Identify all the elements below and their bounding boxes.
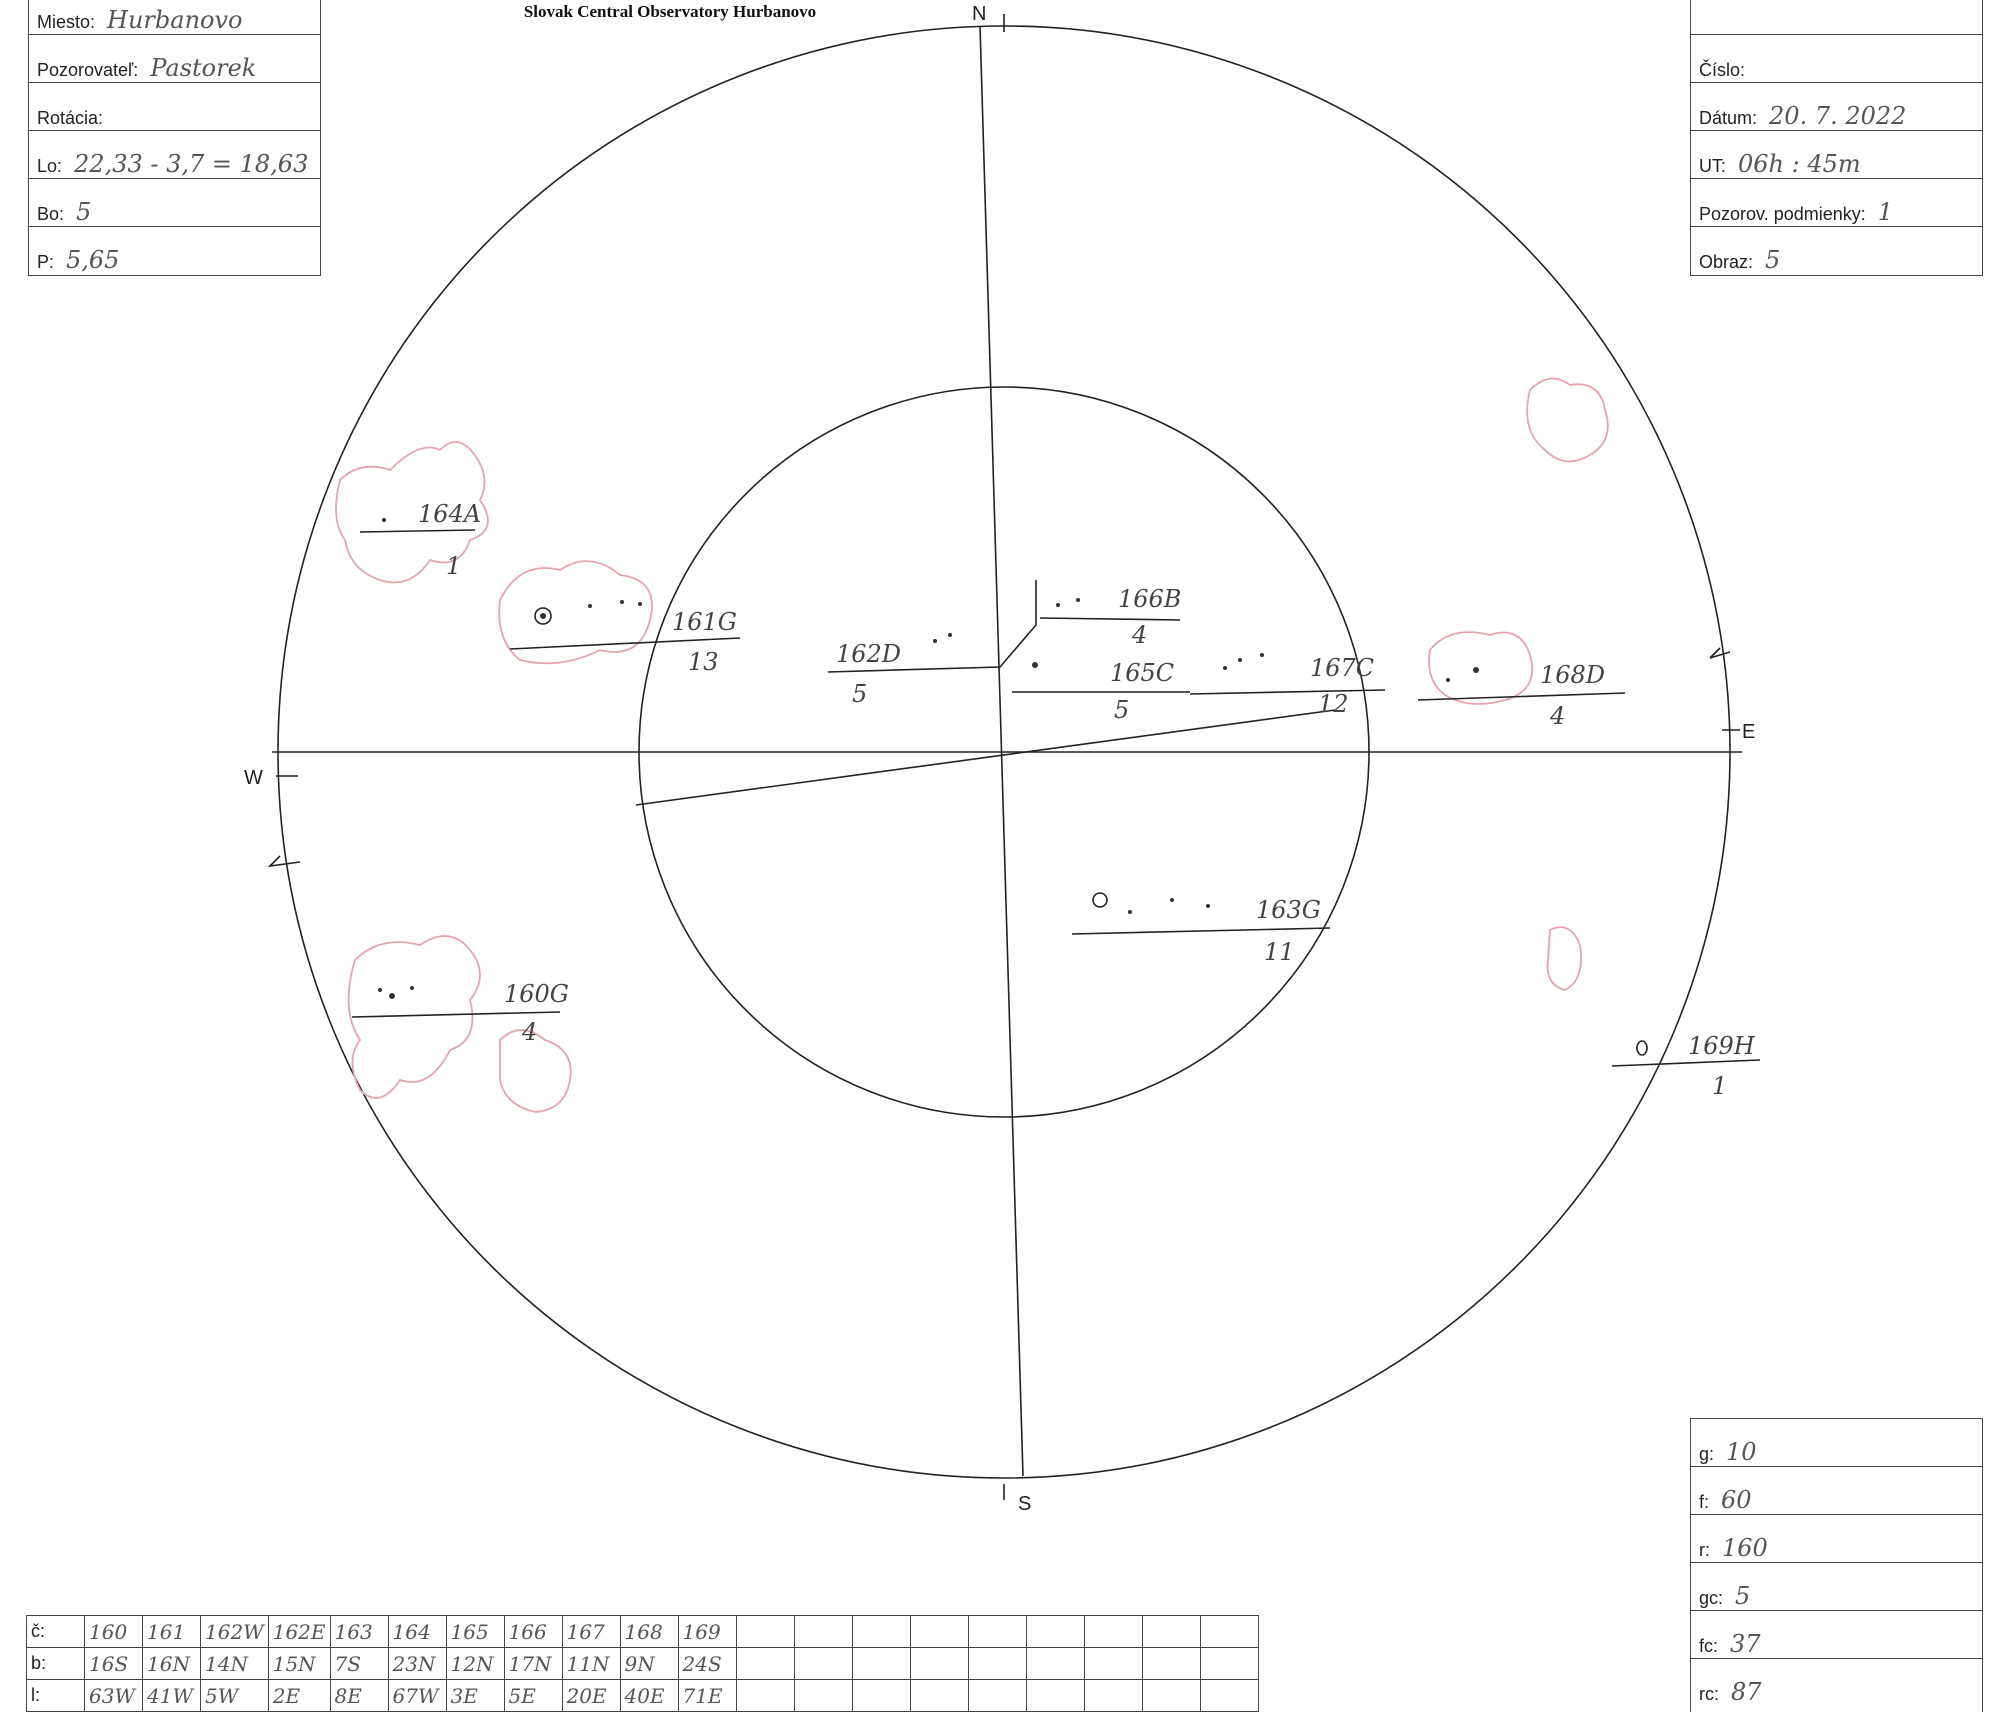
date-label: Dátum: bbox=[1699, 108, 1758, 128]
group-169-line bbox=[1612, 1060, 1760, 1066]
table-cell: 20E bbox=[562, 1680, 620, 1712]
table-cell bbox=[794, 1616, 852, 1648]
group-168-count: 4 bbox=[1550, 702, 1566, 730]
group-166-count: 4 bbox=[1132, 621, 1148, 649]
conditions-value: 1 bbox=[1877, 198, 1894, 226]
north-south-axis bbox=[980, 26, 1023, 1476]
group-163-id: 163G bbox=[1256, 896, 1321, 924]
bo-value: 5 bbox=[76, 198, 92, 226]
table-cell bbox=[736, 1648, 794, 1680]
rotation-label: Rotácia: bbox=[37, 108, 104, 128]
group-167-id: 167C bbox=[1310, 654, 1375, 682]
table-cell bbox=[1142, 1680, 1200, 1712]
f-label: f: bbox=[1699, 1492, 1710, 1512]
spot-163-b bbox=[1170, 898, 1174, 902]
facula-region-169 bbox=[1548, 927, 1581, 990]
group-160-count: 4 bbox=[522, 1018, 538, 1046]
spot-169 bbox=[1637, 1041, 1647, 1055]
east-label: E bbox=[1742, 721, 1756, 743]
spot-166-b bbox=[1076, 598, 1080, 602]
table-cell: 7S bbox=[330, 1648, 388, 1680]
table-cell bbox=[794, 1648, 852, 1680]
table-cell: 164 bbox=[388, 1616, 446, 1648]
table-cell: 11N bbox=[562, 1648, 620, 1680]
table-cell: 162W bbox=[201, 1616, 269, 1648]
g-value: 10 bbox=[1726, 1438, 1757, 1466]
table-cell: 15N bbox=[268, 1648, 330, 1680]
group-165-count: 5 bbox=[1114, 696, 1130, 724]
rc-label: rc: bbox=[1699, 1684, 1719, 1704]
spot-162-a bbox=[933, 639, 937, 643]
table-cell: 40E bbox=[620, 1680, 678, 1712]
group-162-count: 5 bbox=[852, 680, 868, 708]
spot-160-a bbox=[378, 988, 382, 992]
group-number-row bbox=[27, 1616, 1259, 1648]
table-cell: 5E bbox=[504, 1680, 562, 1712]
table-cell bbox=[1026, 1616, 1084, 1648]
conditions-label: Pozorov. podmienky: bbox=[1699, 204, 1866, 224]
table-cell: 17N bbox=[504, 1648, 562, 1680]
table-cell: 5W bbox=[201, 1680, 269, 1712]
group-coordinates-table bbox=[26, 1615, 1259, 1712]
group-164-count: 1 bbox=[446, 552, 462, 580]
table-cell: 12N bbox=[446, 1648, 504, 1680]
spot-161-a bbox=[588, 604, 592, 608]
facula-region-168 bbox=[1429, 632, 1532, 704]
table-cell bbox=[852, 1648, 910, 1680]
table-cell: 166 bbox=[504, 1616, 562, 1648]
rc-value: 87 bbox=[1731, 1678, 1762, 1706]
table-cell bbox=[852, 1616, 910, 1648]
longitude-row bbox=[27, 1680, 1259, 1712]
r-label: r: bbox=[1699, 1540, 1710, 1560]
south-label: S bbox=[1018, 1493, 1032, 1515]
gc-label: gc: bbox=[1699, 1588, 1724, 1608]
west-label: W bbox=[244, 767, 263, 789]
table-cell: 3E bbox=[446, 1680, 504, 1712]
table-cell bbox=[794, 1680, 852, 1712]
latitude-row bbox=[27, 1648, 1259, 1680]
facula-region-ne bbox=[1527, 379, 1608, 462]
table-cell bbox=[910, 1680, 968, 1712]
group-167-line bbox=[1190, 690, 1385, 694]
f-value: 60 bbox=[1721, 1486, 1752, 1514]
table-cell: 169 bbox=[678, 1616, 736, 1648]
table-cell bbox=[736, 1616, 794, 1648]
fc-label: fc: bbox=[1699, 1636, 1719, 1656]
group-168-id: 168D bbox=[1540, 661, 1606, 689]
table-cell bbox=[1200, 1616, 1258, 1648]
table-cell: 2E bbox=[268, 1680, 330, 1712]
observatory-title: Slovak Central Observatory Hurbanovo bbox=[523, 2, 817, 21]
image-quality-label: Obraz: bbox=[1699, 252, 1754, 272]
group-161-count: 13 bbox=[688, 648, 719, 676]
table-cell: 160 bbox=[85, 1616, 143, 1648]
table-cell: 163 bbox=[330, 1616, 388, 1648]
number-label: Číslo: bbox=[1699, 60, 1746, 80]
group-163-count: 11 bbox=[1264, 938, 1295, 966]
group-166-line bbox=[1040, 618, 1180, 620]
table-cell: 9N bbox=[620, 1648, 678, 1680]
table-cell bbox=[1200, 1648, 1258, 1680]
table-cell bbox=[968, 1616, 1026, 1648]
observer-value: Pastorek bbox=[150, 54, 257, 82]
table-cell bbox=[910, 1616, 968, 1648]
table-row-header: b: bbox=[27, 1648, 85, 1680]
p-value: 5,65 bbox=[66, 246, 120, 274]
table-cell: 71E bbox=[678, 1680, 736, 1712]
table-cell: 168 bbox=[620, 1616, 678, 1648]
spot-166-a bbox=[1056, 603, 1060, 607]
location-value: Hurbanovo bbox=[107, 6, 243, 34]
table-cell: 165 bbox=[446, 1616, 504, 1648]
group-169-id: 169H bbox=[1688, 1032, 1755, 1060]
table-cell: 161 bbox=[143, 1616, 201, 1648]
east-limb-arrow bbox=[1710, 648, 1730, 658]
spot-161-b bbox=[620, 600, 624, 604]
table-cell: 14N bbox=[201, 1648, 269, 1680]
north-label: N bbox=[972, 3, 987, 25]
g-label: g: bbox=[1699, 1444, 1715, 1464]
spot-165-a bbox=[1032, 662, 1038, 668]
location-label: Miesto: bbox=[37, 12, 96, 32]
table-row-header: l: bbox=[27, 1680, 85, 1712]
group-164-line bbox=[360, 530, 475, 532]
ut-label: UT: bbox=[1699, 156, 1726, 176]
date-value: 20. 7. 2022 bbox=[1769, 102, 1907, 130]
group-167-count: 12 bbox=[1318, 690, 1349, 718]
table-cell: 8E bbox=[330, 1680, 388, 1712]
group-162-id: 162D bbox=[836, 640, 902, 668]
ut-value: 06h : 45m bbox=[1738, 150, 1861, 178]
group-166-id: 166B bbox=[1118, 585, 1182, 613]
table-cell: 41W bbox=[143, 1680, 201, 1712]
spot-160-c bbox=[410, 986, 414, 990]
table-cell bbox=[1142, 1648, 1200, 1680]
spot-164 bbox=[382, 518, 386, 522]
table-cell: 63W bbox=[85, 1680, 143, 1712]
table-cell bbox=[910, 1648, 968, 1680]
table-cell bbox=[852, 1680, 910, 1712]
table-cell bbox=[736, 1680, 794, 1712]
solar-equator-line bbox=[636, 710, 1335, 805]
spot-163-penumbra bbox=[1093, 893, 1107, 907]
table-cell bbox=[1026, 1680, 1084, 1712]
group-163-line bbox=[1072, 928, 1330, 934]
table-cell bbox=[968, 1648, 1026, 1680]
spot-163-a bbox=[1128, 910, 1132, 914]
table-cell: 162E bbox=[268, 1616, 330, 1648]
group-169-count: 1 bbox=[1712, 1072, 1728, 1100]
table-cell: 167 bbox=[562, 1616, 620, 1648]
group-160-line bbox=[352, 1012, 560, 1017]
table-cell: 16S bbox=[85, 1648, 143, 1680]
table-cell bbox=[1200, 1680, 1258, 1712]
table-cell bbox=[1026, 1648, 1084, 1680]
image-quality-value: 5 bbox=[1765, 246, 1781, 274]
bo-label: Bo: bbox=[37, 204, 65, 224]
p-label: P: bbox=[37, 252, 55, 272]
table-cell: 67W bbox=[388, 1680, 446, 1712]
spot-168-b bbox=[1473, 667, 1479, 673]
table-row-header: č: bbox=[27, 1616, 85, 1648]
spot-167-b bbox=[1238, 658, 1242, 662]
spot-160-b bbox=[389, 993, 395, 999]
table-cell bbox=[1142, 1616, 1200, 1648]
table-cell bbox=[1084, 1648, 1142, 1680]
table-cell: 24S bbox=[678, 1648, 736, 1680]
table-cell: 23N bbox=[388, 1648, 446, 1680]
spot-161-umbra bbox=[540, 613, 546, 619]
table-cell bbox=[968, 1680, 1026, 1712]
spot-168-a bbox=[1446, 678, 1450, 682]
group-165-id: 165C bbox=[1110, 659, 1175, 687]
r-value: 160 bbox=[1722, 1534, 1768, 1562]
lo-value: 22,33 - 3,7 = 18,63 bbox=[74, 150, 309, 178]
fc-value: 37 bbox=[1730, 1630, 1761, 1658]
observer-label: Pozorovateľ: bbox=[37, 60, 139, 80]
group-164-id: 164A bbox=[418, 500, 482, 528]
table-cell bbox=[1084, 1680, 1142, 1712]
spot-161-c bbox=[638, 602, 642, 606]
lo-label: Lo: bbox=[37, 156, 63, 176]
spot-162-b bbox=[948, 633, 952, 637]
group-160-id: 160G bbox=[504, 980, 569, 1008]
spot-163-c bbox=[1206, 904, 1210, 908]
gc-value: 5 bbox=[1735, 1582, 1751, 1610]
table-cell: 16N bbox=[143, 1648, 201, 1680]
spot-167-a bbox=[1223, 666, 1227, 670]
group-161-id: 161G bbox=[672, 608, 737, 636]
table-cell bbox=[1084, 1616, 1142, 1648]
spot-167-c bbox=[1260, 653, 1264, 657]
